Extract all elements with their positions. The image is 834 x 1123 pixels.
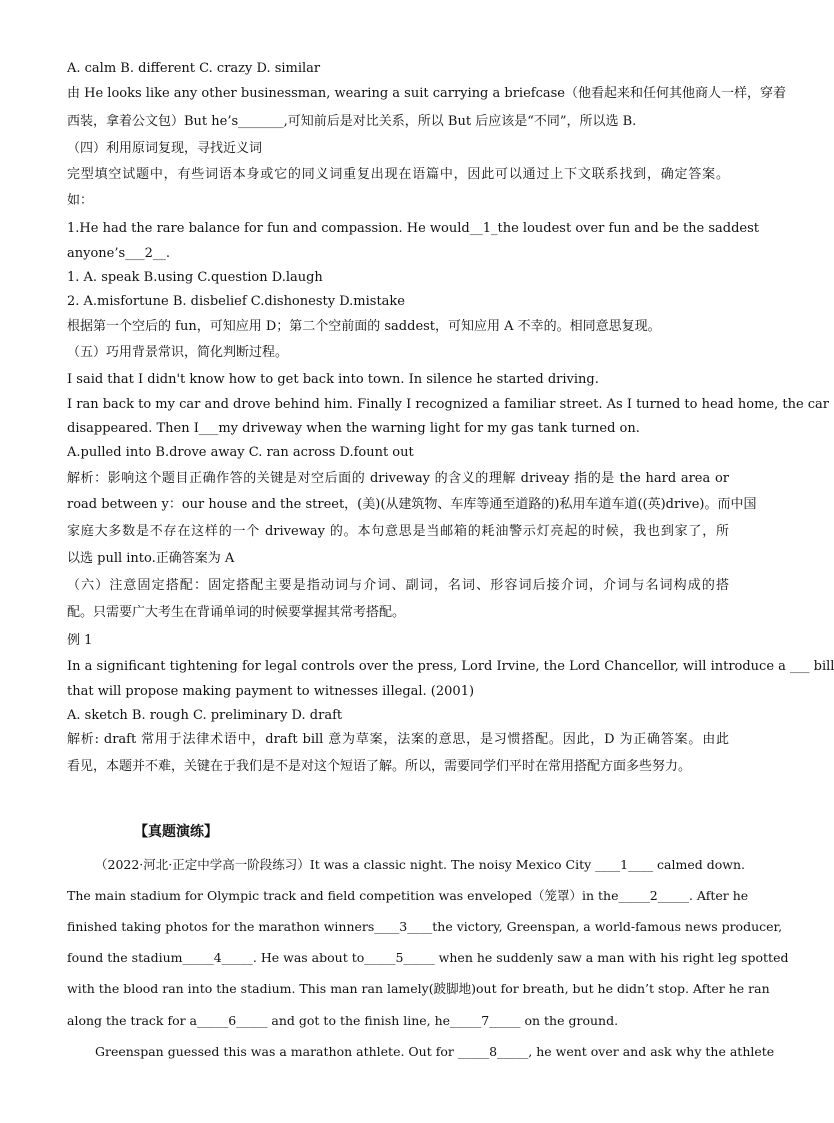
option-line-1: 1. A. speak B.using C.question D.laugh: [67, 270, 323, 285]
explanation-line: 由 He looks like any other businessman, wearing a suit carrying a briefcase（他看起来和任何其他商人一样，穿着: [67, 86, 786, 101]
example-sentence-line: 1.He had the rare balance for fun and compassion. He would__1_the loudest over fun and be the saddest: [67, 221, 760, 236]
section-heading-six: （六）注意固定搭配：固定搭配主要是指动词与介词、副词，名词、形容词后接介词，介词与名词构成的搭: [67, 578, 729, 593]
section-line: 配。只需要广大考生在背诵单词的时候要掌握其常考搭配。: [67, 605, 406, 620]
passage-line: The main stadium for Olympic track and field competition was enveloped（笼罩）in the_____2_____. After he: [67, 888, 749, 903]
option-line: A. sketch B. rough C. preliminary D. draft: [67, 708, 343, 723]
passage-line: Greenspan guessed this was a marathon athlete. Out for _____8_____, he went over and ask why the athlete: [95, 1044, 775, 1059]
passage-line: finished taking photos for the marathon winners____3____the victory, Greenspan, a world-famous news producer,: [67, 919, 783, 934]
analysis-line: road between y：our house and the street，(美)(从建筑物、车库等通至道路的)私用车道车道((英)drive)。而中国: [67, 497, 757, 512]
passage-line: with the blood ran into the stadium. This man ran lamely(跛脚地)out for breath, but he didn’t stop. After he ran: [67, 981, 770, 996]
paragraph-line: 完型填空试题中，有些词语本身或它的同义词重复出现在语篇中，因此可以通过上下文联系找到，确定答案。: [67, 167, 729, 182]
analysis-line: 看见，本题并不难，关键在于我们是不是对这个短语了解。所以，需要同学们平时在常用搭配方面多些努力。: [67, 759, 692, 774]
paragraph-line: 如：: [67, 193, 94, 208]
example-sentence-line: anyone’s___2__.: [67, 246, 171, 261]
analysis-line: 解析: draft 常用于法律术语中，draft bill 意为草案，法案的意思，是习惯搭配。因此，D 为正确答案。由此: [67, 732, 729, 747]
section-heading-five: （五）巧用背景常识，简化判断过程。: [67, 345, 289, 360]
explanation-line: 西装，拿着公文包）But he’s_______,可知前后是对比关系，所以 But 后应该是“不同”，所以选 B.: [67, 114, 637, 129]
passage-line: along the track for a_____6_____ and got to the finish line, he_____7_____ on the ground.: [67, 1013, 619, 1028]
analysis-line: 解析：影响这个题目正确作答的关键是对空后面的 driveway 的含义的理解 driveay 指的是 the hard area or: [67, 471, 729, 486]
example-sentence-line: In a significant tightening for legal controls over the press, Lord Irvine, the Lord Chancellor, will introduce a ___ bill: [67, 659, 834, 674]
example-sentence-line: that will propose making payment to witnesses illegal. (2001): [67, 684, 475, 699]
explanation-line: 根据第一个空后的 fun，可知应用 D；第二个空前面的 saddest，可知应用 A 不幸的。相同意思复现。: [67, 319, 661, 334]
option-line: A.pulled into B.drove away C. ran across D.fount out: [67, 445, 414, 460]
example-sentence-line: disappeared. Then I___my driveway when the warning light for my gas tank turned on.: [67, 421, 640, 436]
analysis-line: 以选 pull into.正确答案为 A: [67, 551, 235, 566]
passage-line: （2022·河北·正定中学高一阶段练习）It was a classic night. The noisy Mexico City ____1____ calmed down.: [95, 857, 745, 872]
practice-heading: 【真题演练】: [134, 824, 218, 840]
example-sentence-line: I ran back to my car and drove behind him. Finally I recognized a familiar street. As I turned to head home, the car: [67, 397, 830, 412]
example-sentence-line: I said that I didn't know how to get back into town. In silence he started driving.: [67, 372, 599, 387]
passage-line: found the stadium_____4_____. He was about to_____5_____ when he suddenly saw a man with his right leg spotted: [67, 950, 789, 965]
option-line-similar: A. calm B. different C. crazy D. similar: [67, 61, 321, 76]
option-line-2: 2. A.misfortune B. disbelief C.dishonesty D.mistake: [67, 294, 405, 309]
analysis-line: 家庭大多数是不存在这样的一个 driveway 的。本句意思是当邮箱的耗油警示灯亮起的时候，我也到家了，所: [67, 524, 729, 539]
section-heading-four: （四）利用原词复现，寻找近义词: [67, 141, 263, 156]
example-label: 例 1: [67, 633, 93, 648]
